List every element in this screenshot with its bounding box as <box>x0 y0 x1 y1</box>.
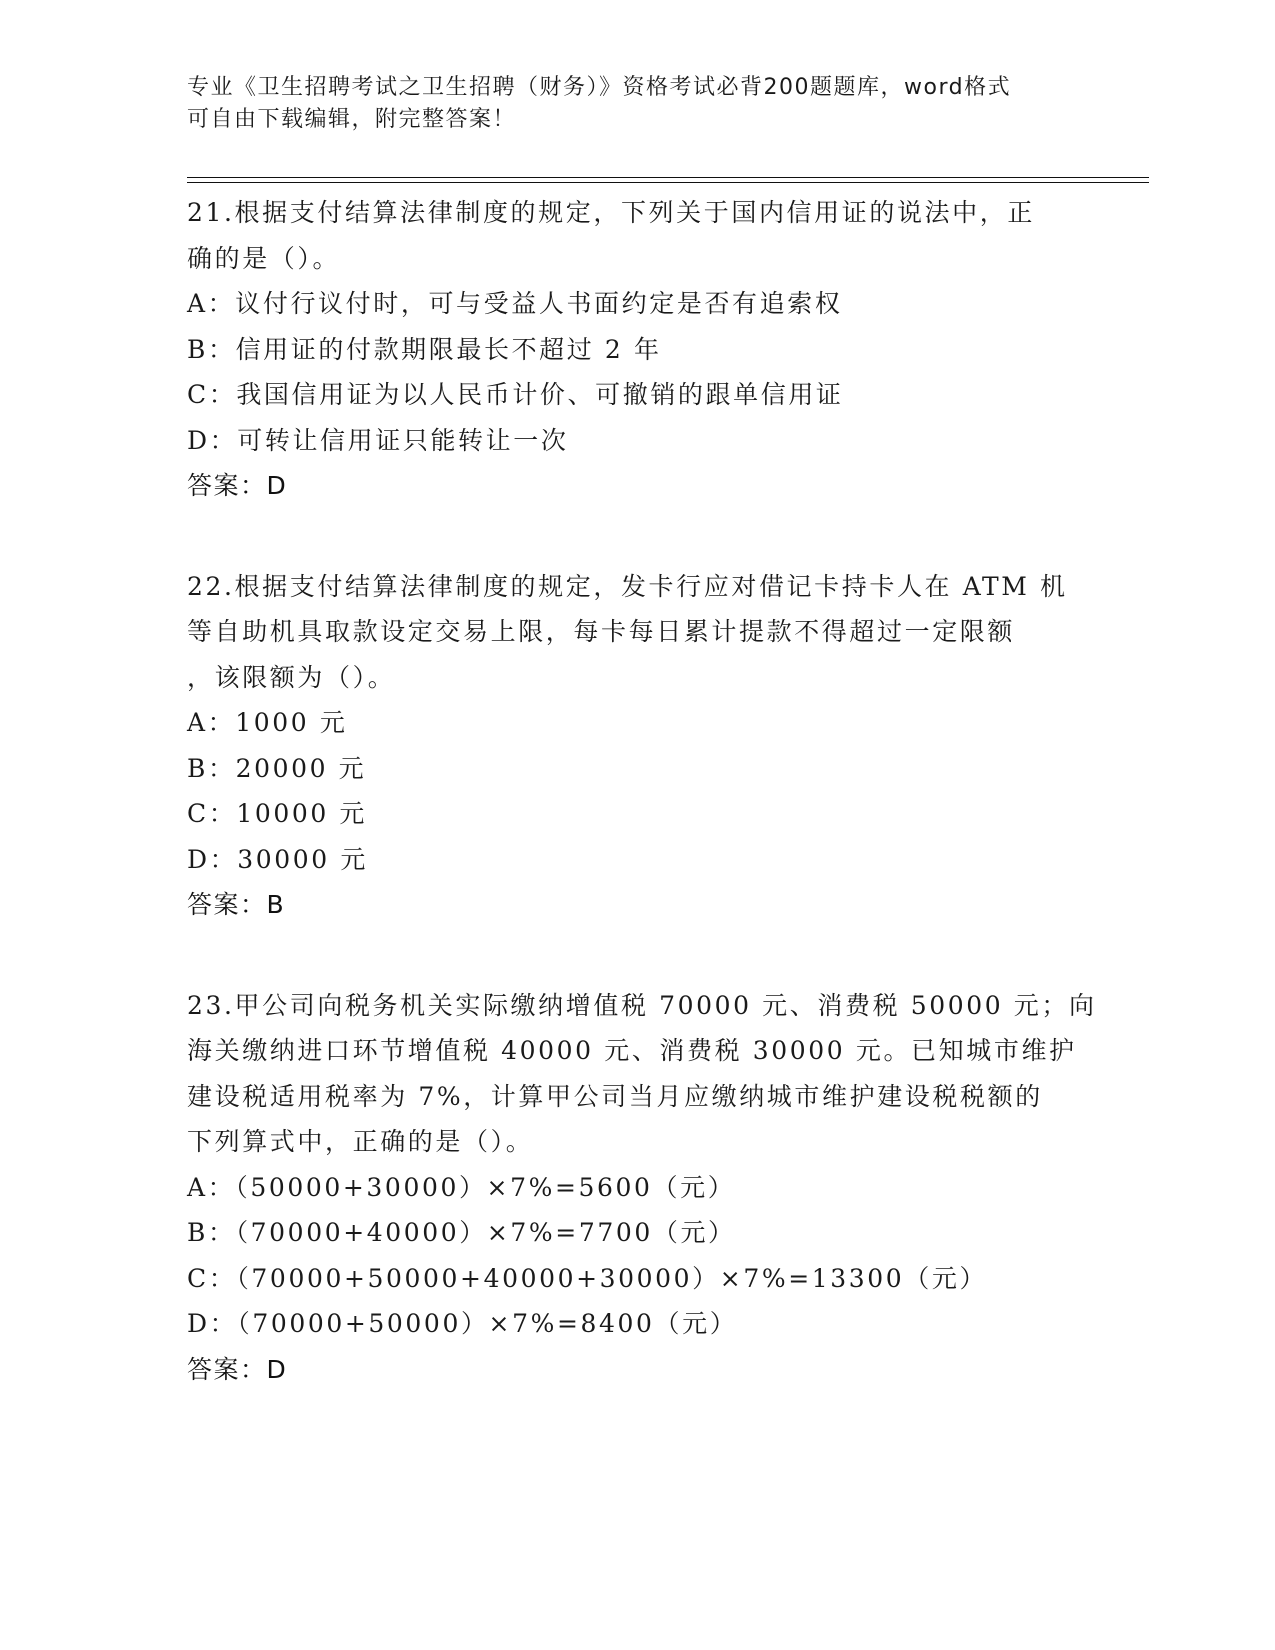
option-b: B：（70000+40000）×7%=7700（元） <box>187 1218 736 1247</box>
question-stem-line: 建设税适用税率为 7%，计算甲公司当月应缴纳城市维护建设税税额的 <box>187 1081 1043 1111</box>
option-a: A：（50000+30000）×7%=5600（元） <box>187 1172 736 1202</box>
question-list <box>187 190 1097 1447</box>
question-stem-line: 21.根据支付结算法律制度的规定，下列关于国内信用证的说法中，正 <box>187 198 1035 227</box>
question-stem-line: 确的是（）。 <box>187 243 341 273</box>
option-d: D：30000 元 <box>187 844 368 874</box>
question-23 <box>187 983 1097 1393</box>
option-c: C：（70000+50000+40000+30000）×7%=13300（元） <box>187 1263 988 1293</box>
option-c: C：10000 元 <box>187 799 368 828</box>
question-22 <box>187 564 1087 928</box>
question-stem-line: 下列算式中，正确的是（）。 <box>187 1127 534 1156</box>
question-21 <box>187 190 1087 509</box>
option-b: B：信用证的付款期限最长不超过 2 年 <box>187 334 662 364</box>
header-divider-top <box>187 177 1149 178</box>
answer: 答案：B <box>187 890 286 919</box>
header-line: 专业《卫生招聘考试之卫生招聘（财务）》资格考试必背200题题库，word格式 <box>187 75 1012 100</box>
answer: 答案：D <box>187 1354 288 1384</box>
document-header <box>187 72 1087 136</box>
question-stem-line: 23.甲公司向税务机关实际缴纳增值税 70000 元、消费税 50000 元；向 <box>187 990 1097 1020</box>
answer: 答案：D <box>187 471 288 500</box>
question-stem-line: 海关缴纳进口环节增值税 40000 元、消费税 30000 元。已知城市维护 <box>187 1036 1077 1065</box>
option-d: D：（70000+50000）×7%=8400（元） <box>187 1309 738 1338</box>
option-c: C：我国信用证为以人民币计价、可撤销的跟单信用证 <box>187 380 844 409</box>
question-stem-line: 22.根据支付结算法律制度的规定，发卡行应对借记卡持卡人在 ATM 机 <box>187 571 1068 601</box>
option-a: A：议付行议付时，可与受益人书面约定是否有追索权 <box>187 289 843 318</box>
option-a: A：1000 元 <box>187 708 348 737</box>
option-b: B：20000 元 <box>187 753 367 783</box>
header-line: 可自由下载编辑，附完整答案！ <box>187 107 517 132</box>
header-divider-bottom <box>187 182 1149 183</box>
question-stem-line: ，该限额为（）。 <box>187 662 396 692</box>
question-stem-line: 等自助机具取款设定交易上限，每卡每日累计提款不得超过一定限额 <box>187 617 1016 646</box>
option-d: D：可转让信用证只能转让一次 <box>187 425 569 455</box>
